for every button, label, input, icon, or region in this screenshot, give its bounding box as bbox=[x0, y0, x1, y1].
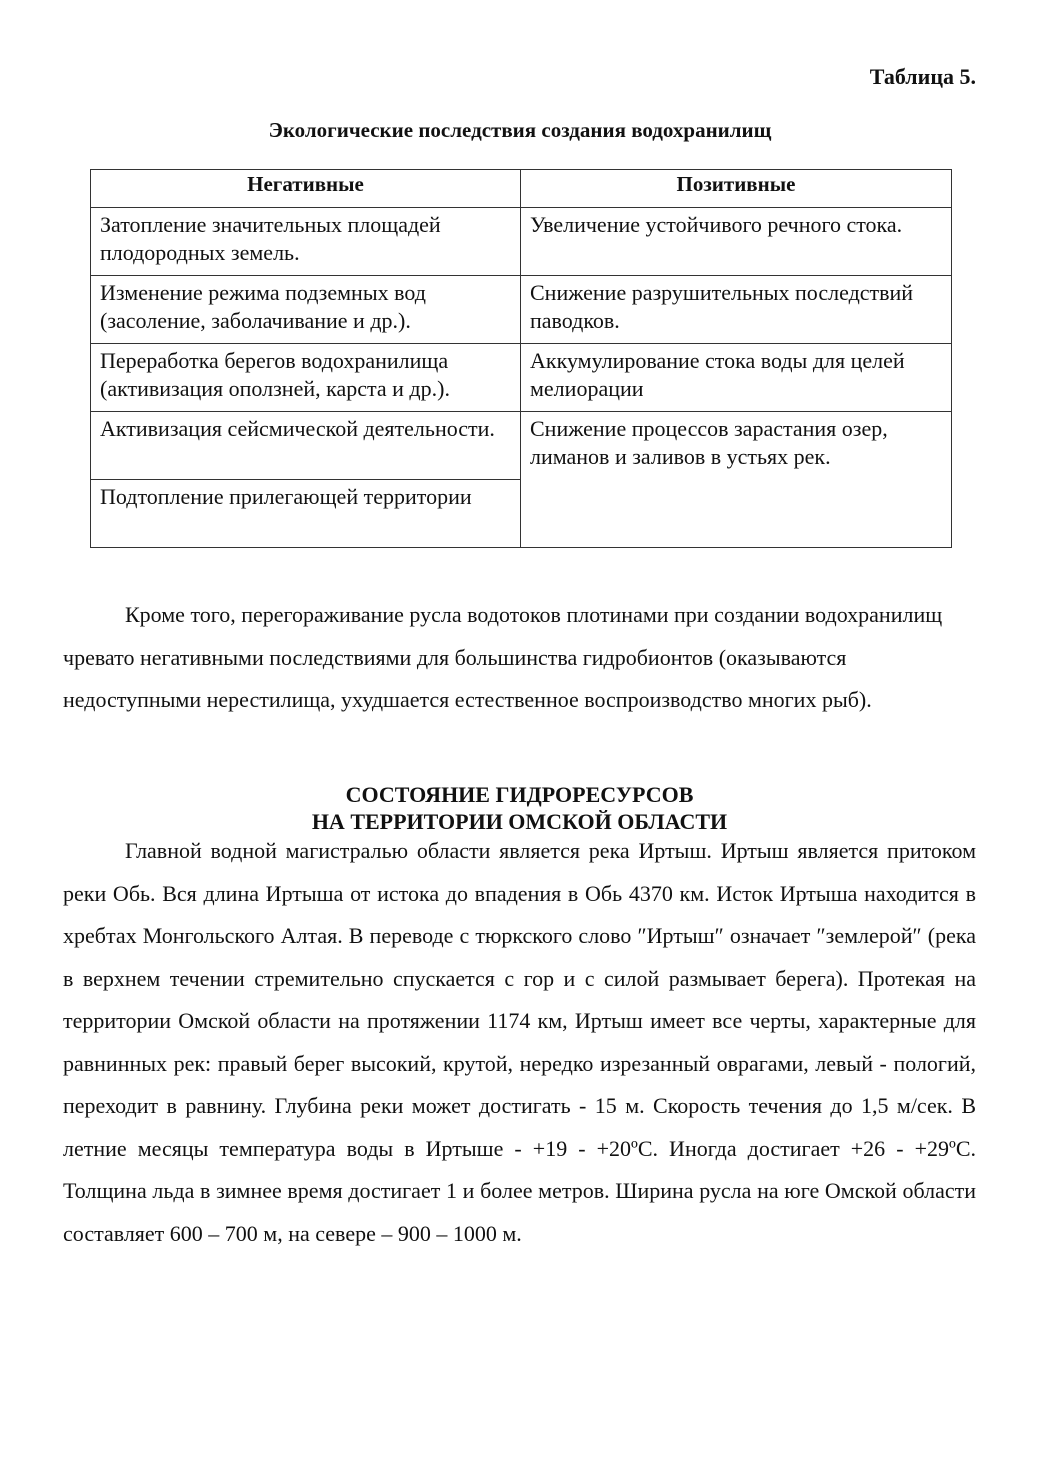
table-number-label: Таблица 5. bbox=[869, 64, 976, 89]
header-negative: Негативные bbox=[91, 170, 521, 208]
positive-cell: Снижение процессов зарастания озер, лиманов и заливов в устьях рек. bbox=[521, 412, 952, 548]
paragraph-dams-text: Кроме того, перегораживание русла водотоков плотинами при создании водохранилищ чревато негативными последствиями для большинства гидробионтов (оказываются недоступными нерестилища, ухудшается естественное воспроизводство многих рыб). bbox=[63, 602, 943, 712]
table-row bbox=[91, 276, 952, 344]
header-positive: Позитивные bbox=[521, 170, 952, 208]
table-title: Экологические последствия создания водохранилищ bbox=[268, 118, 772, 142]
paragraph-dams bbox=[63, 594, 976, 722]
negative-cell: Изменение режима подземных вод (засоление, заболачивание и др.). bbox=[91, 276, 521, 344]
table-row bbox=[91, 208, 952, 276]
positive-cell: Снижение разрушительных последствий паводков. bbox=[521, 276, 952, 344]
section-heading-line-2: НА ТЕРРИТОРИИ ОМСКОЙ ОБЛАСТИ bbox=[311, 809, 728, 834]
paragraph-irtysh bbox=[63, 830, 976, 1255]
negative-cell: Подтопление прилегающей территории bbox=[91, 480, 521, 548]
paragraph-irtysh-text: Главной водной магистралью области является река Иртыш. Иртыш является притоком реки Обь. Вся длина Иртыша от истока до впадения в Обь 4370 км. Исток Иртыша находится в хребтах Монгольского Алтая. В переводе с тюркского слово ″Иртыш″ означает ″землерой″ (река в верхнем течении стремительно спускается с гор и с силой размывает берега). Протекая на территории Омской области на протяжении 1174 км, Иртыш имеет все черты, характерные для равнинных рек: правый берег высокий, крутой, нередко изрезанный оврагами, левый - пологий, переходит в равнину. Глубина реки может достигать - 15 м. Скорость течения до 1,5 м/сек. В летние месяцы температура воды в Иртыше - +19 - +20ºС. Иногда достигает +26 - +29ºС. Толщина льда в зимнее время достигает 1 и более метров. Ширина русла на юге Омской области составляет 600 – 700 м, на севере – 900 – 1000 м. bbox=[63, 838, 976, 1246]
section-heading-line-1: СОСТОЯНИЕ ГИДРОРЕСУРСОВ bbox=[345, 782, 694, 807]
positive-cell: Увеличение устойчивого речного стока. bbox=[521, 208, 952, 276]
negative-cell: Затопление значительных площадей плодородных земель. bbox=[91, 208, 521, 276]
ecological-consequences-table bbox=[90, 169, 952, 548]
negative-cell: Переработка берегов водохранилища (активизация оползней, карста и др.). bbox=[91, 344, 521, 412]
table-row bbox=[91, 344, 952, 412]
table-header-row bbox=[91, 170, 952, 208]
positive-cell: Аккумулирование стока воды для целей мелиорации bbox=[521, 344, 952, 412]
table-row bbox=[91, 412, 952, 480]
negative-cell: Активизация сейсмической деятельности. bbox=[91, 412, 521, 480]
